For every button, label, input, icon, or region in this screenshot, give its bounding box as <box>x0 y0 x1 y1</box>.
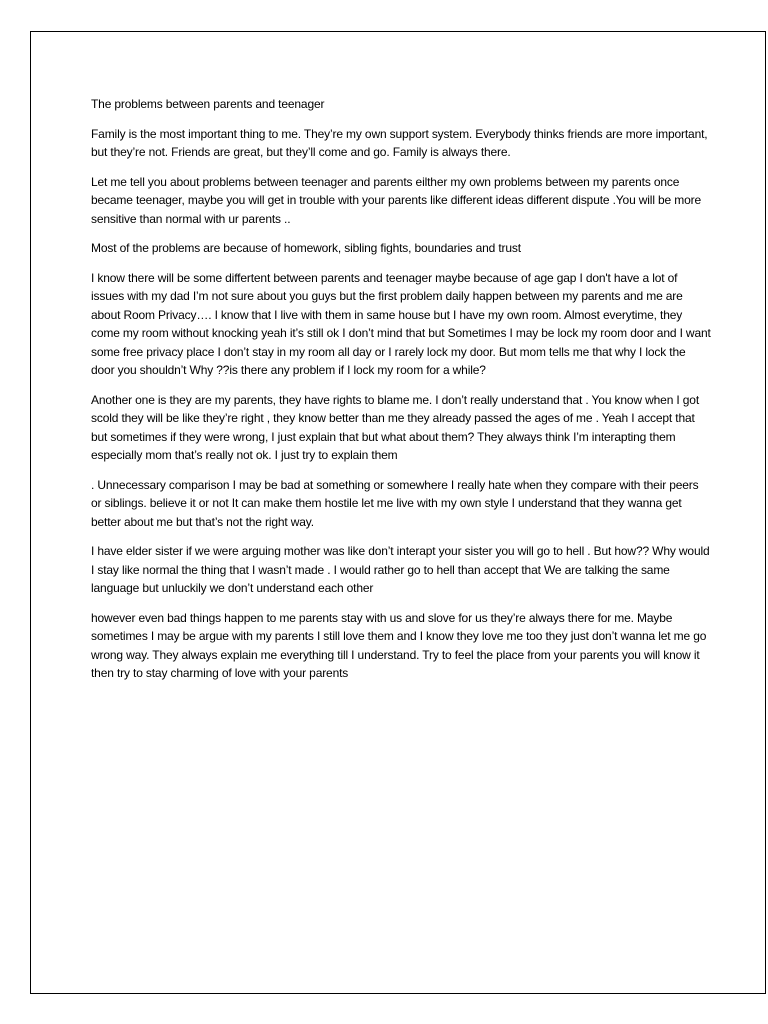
paragraph-comparison: . Unnecessary comparison I may be bad at something or somewhere I really hate when they compare with their peers or siblings. believe it or not It can make them hostile let me live with my own style I understand that they wanna get better about me but that’s not the right way. <box>91 477 699 529</box>
paragraph-sister: I have elder sister if we were arguing mother was like don’t interapt your sister you will go to hell . But how?? Why would I stay like normal the thing that I wasn’t made . I would rather go to hell than accept that We are talking the same language but unluckily we don’t understand each other <box>91 544 710 595</box>
paragraph-blame: Another one is they are my parents, they have rights to blame me. I don’t really understand that . You know when I got scold they will be like they’re right , they know better than me they already passed the ages of me . Yeah I accept that but sometimes if they were wrong, I just explain that but what about them? They always think I’m interapting them especially mom that’s really not ok. I just try to explain them <box>91 392 699 462</box>
document-body <box>91 95 711 694</box>
paragraph-causes: Most of the problems are because of homework, sibling fights, boundaries and trust <box>91 241 521 255</box>
document-page <box>30 31 766 994</box>
paragraph-conclusion: however even bad things happen to me parents stay with us and slove for us they’re always there for me. Maybe sometimes I may be argue with my parents I still love them and I know they love me too they just don’t wanna let me go wrong way. They always explain me everything till I understand. Try to feel the place from your parents you will know it then try to stay charming of love with your parents <box>91 610 707 680</box>
document-title: The problems between parents and teenager <box>91 97 325 111</box>
paragraph-intro: Let me tell you about problems between teenager and parents eilther my own problems between my parents once became teenager, maybe you will get in trouble with your parents like different ideas different dispute .You will be more sensitive than normal with ur parents .. <box>91 174 701 226</box>
paragraph-family: Family is the most important thing to me. They’re my own support system. Everybody thinks friends are more important, but they’re not. Friends are great, but they’ll come and go. Family is always there. <box>91 126 708 159</box>
paragraph-privacy: I know there will be some differtent between parents and teenager maybe because of age gap I don't have a lot of issues with my dad I’m not sure about you guys but the first problem daily happen between my parents and me are about Room Privacy…. I know that I live with them in same house but I have my own room. Almost everytime, they come my room without knocking yeah it’s still ok I don’t mind that but Sometimes I may be lock my room door and I want some free privacy place I don’t stay in my room all day or I rarely lock my door. But mom tells me that why I lock the door you shouldn’t Why ??is there any problem if I lock my room for a while? <box>91 270 711 377</box>
